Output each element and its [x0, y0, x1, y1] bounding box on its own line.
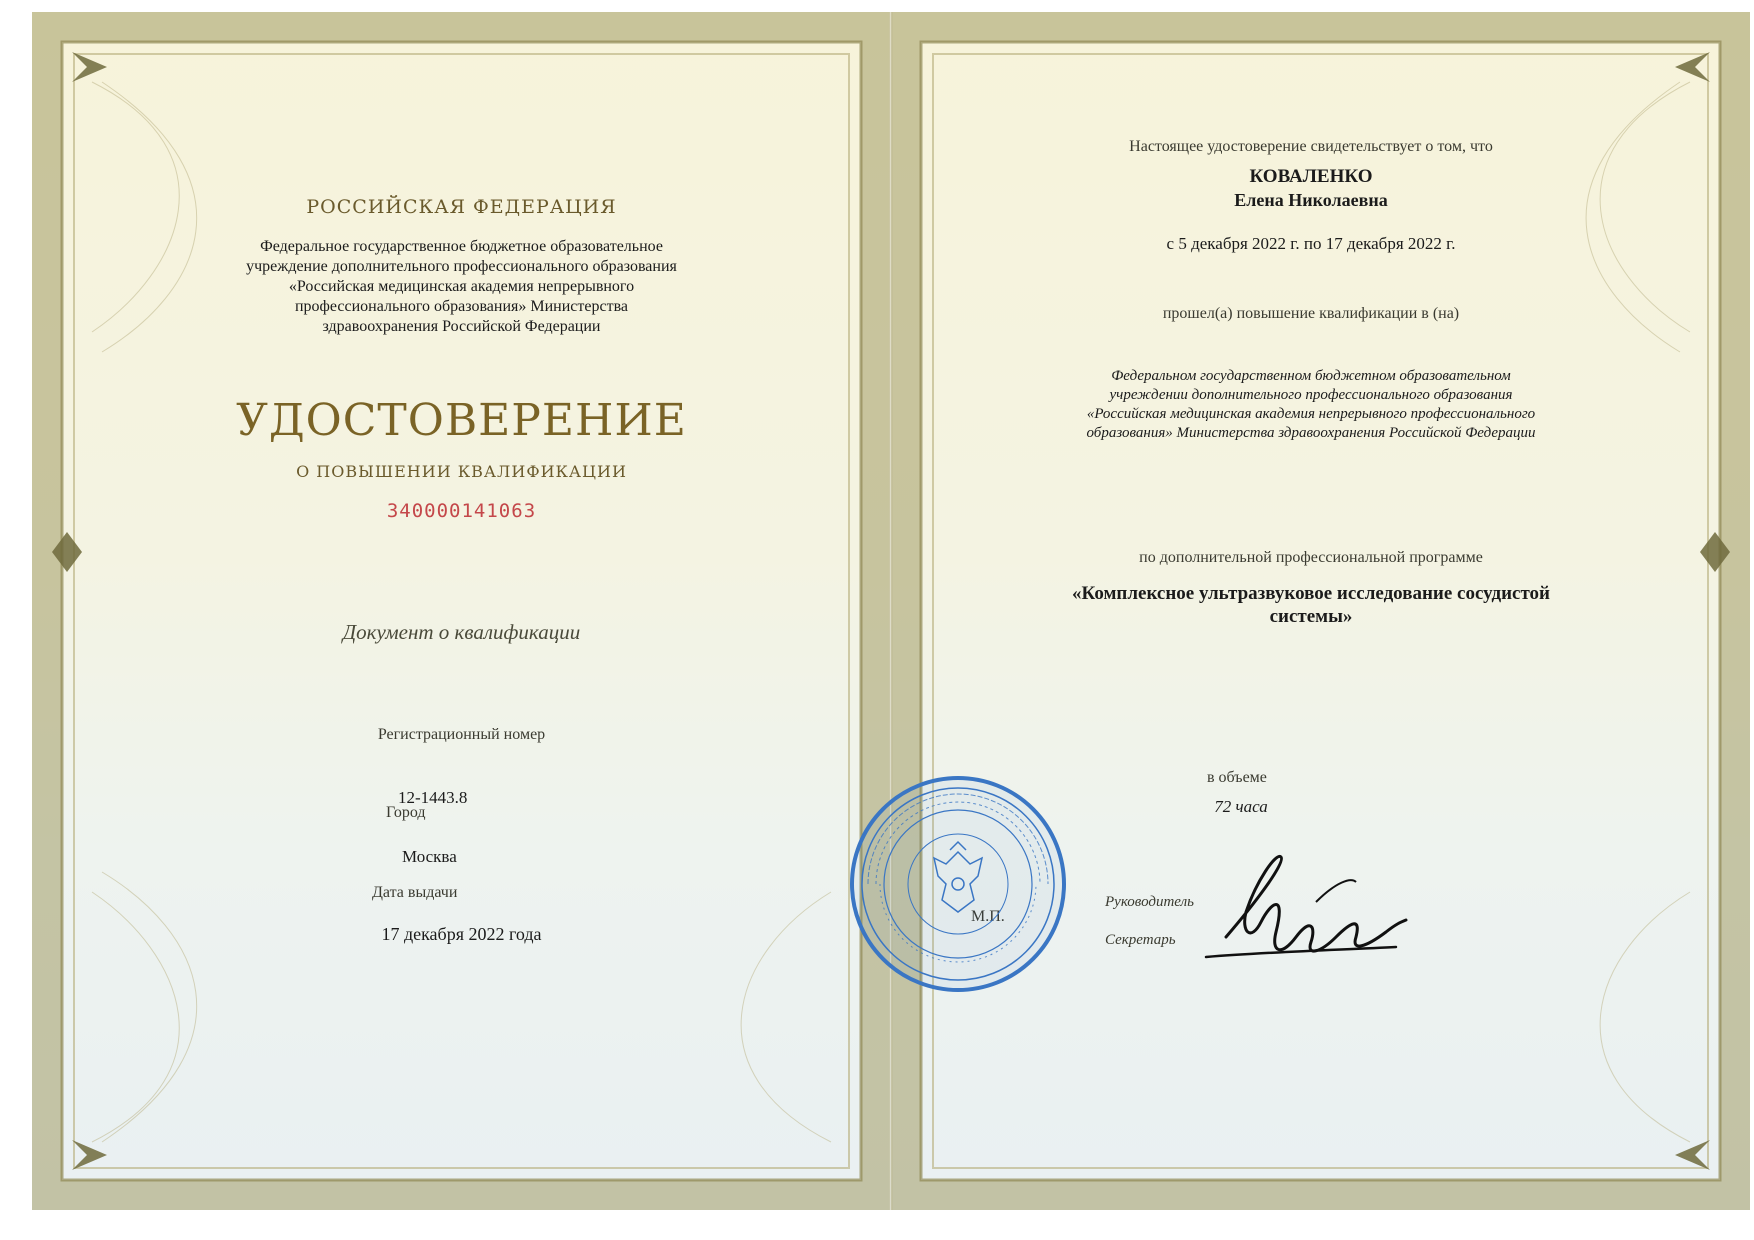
- program-title: [891, 582, 1731, 628]
- issue-date-label: Дата выдачи: [372, 884, 458, 901]
- secretary-label: Секретарь: [1105, 932, 1176, 948]
- issue-date-value: 17 декабря 2022 года: [381, 924, 542, 944]
- left-page: [32, 12, 891, 1210]
- institution-line: Федеральное государственное бюджетное образовательное: [260, 238, 663, 255]
- serial-number: 340000141063: [386, 500, 537, 522]
- program-title-line: «Комплексное ультразвуковое исследование сосудистой: [1072, 583, 1550, 604]
- head-label: Руководитель: [1105, 894, 1194, 910]
- document-title: УДОСТОВЕРЕНИЕ: [236, 395, 687, 446]
- institution-line: профессионального образования» Министерства: [294, 298, 629, 315]
- recipient-given-names: Елена Николаевна: [1234, 190, 1388, 210]
- document-subtitle: О ПОВЫШЕНИИ КВАЛИФИКАЦИИ: [296, 462, 627, 481]
- right-page: [891, 12, 1750, 1210]
- registration-number: 12-1443.8: [398, 788, 468, 807]
- volume-value: 72 часа: [1214, 797, 1268, 816]
- official-seal: [846, 772, 1071, 997]
- ornamental-frame-left: [32, 12, 891, 1210]
- recipient-surname: КОВАЛЕНКО: [1249, 166, 1373, 187]
- institution-line: образования» Министерства здравоохранения Российской Федерации: [1086, 425, 1536, 441]
- intro-text: Настоящее удостоверение свидетельствует о том, что: [1129, 138, 1493, 155]
- city-value: Москва: [402, 847, 457, 866]
- institution-line: «Российская медицинская академия непрерывного профессионального: [1086, 406, 1536, 422]
- passed-text: прошел(а) повышение квалификации в (на): [1162, 305, 1460, 322]
- institution-line: учреждение дополнительного профессионального образования: [246, 258, 677, 275]
- institution-line: «Российская медицинская академия непрерывного: [288, 278, 635, 295]
- document-type: Документ о квалификации: [342, 620, 581, 644]
- certificate-sheet: [32, 12, 1750, 1210]
- institution-block: [32, 237, 891, 337]
- training-period: с 5 декабря 2022 г. по 17 декабря 2022 г.: [1166, 234, 1456, 253]
- signature: [1186, 842, 1416, 992]
- country-heading: РОССИЙСКАЯ ФЕДЕРАЦИЯ: [306, 196, 617, 218]
- city-label: Город: [386, 804, 426, 821]
- program-title-line: системы»: [1269, 606, 1353, 627]
- registration-label: Регистрационный номер: [377, 726, 546, 743]
- institution-line: Федеральном государственном бюджетном образовательном: [1111, 368, 1511, 384]
- program-label: по дополнительной профессиональной программе: [1139, 549, 1483, 566]
- training-institution-block: [891, 367, 1731, 443]
- volume-label: в объеме: [1207, 769, 1267, 786]
- institution-line: здравоохранения Российской Федерации: [322, 318, 601, 335]
- institution-line: учреждении дополнительного профессионального образования: [1109, 387, 1513, 403]
